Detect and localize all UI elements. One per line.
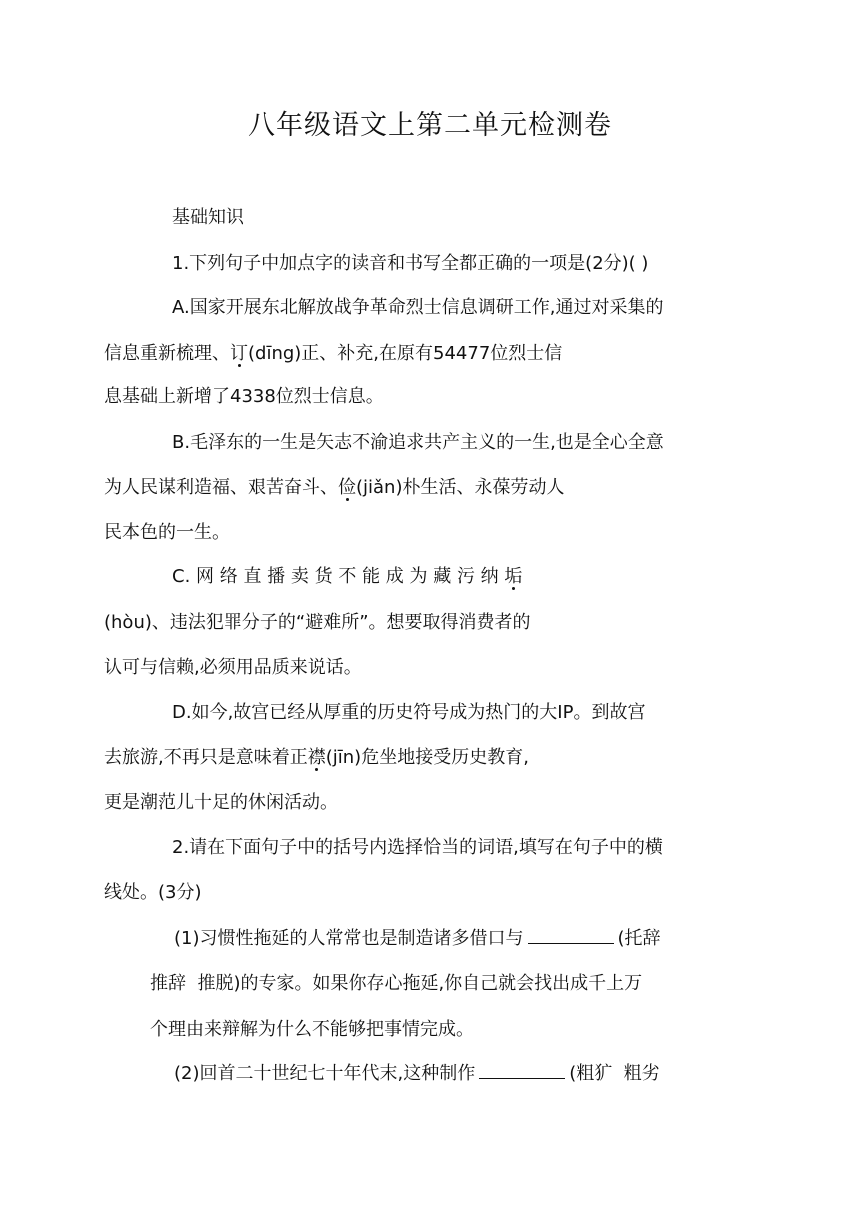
option-c-line-2: (hòu)、违法犯罪分子的“避难所”。想要取得消费者的 — [104, 612, 531, 633]
sentence-2-blank[interactable] — [479, 1060, 565, 1079]
question-1-prompt: 1.下列句子中加点字的读音和书写全都正确的一项是(2分)( ) — [172, 253, 649, 274]
sentence-2-line-1 — [174, 1059, 734, 1089]
question-2-prompt-line-2: 线处。(3分) — [104, 882, 202, 903]
sentence-1-blank[interactable] — [528, 925, 614, 944]
option-a-line-3: 息基础上新增了4338位烈士信息。 — [104, 386, 384, 407]
option-b-line-1: B.毛泽东的一生是矢志不渝追求共产主义的一生,也是全心全意 — [172, 432, 664, 453]
option-c-line-1 — [172, 562, 732, 592]
option-b-line-3: 民本色的一生。 — [104, 522, 230, 543]
option-a-dotted-char: 订 — [230, 343, 248, 364]
option-a-line-1: A.国家开展东北解放战争革命烈士信息调研工作,通过对采集的 — [172, 297, 664, 318]
option-a-line-2 — [104, 339, 744, 369]
option-a-text-post: (dīng)正、补充,在原有54477位烈士信 — [248, 343, 563, 364]
option-d-text-pre: 去旅游,不再只是意味着正 — [104, 747, 308, 768]
option-b-text-post: (jiǎn)朴生活、永葆劳动人 — [356, 477, 565, 498]
sentence-2-text-post: (粗犷 粗劣 — [569, 1063, 660, 1084]
option-b-dotted-char: 俭 — [338, 477, 356, 498]
option-d-line-2 — [104, 743, 744, 773]
option-c-text-pre: C. 网 络 直 播 卖 货 不 能 成 为 藏 污 纳 — [172, 566, 505, 587]
section-heading: 基础知识 — [172, 207, 244, 228]
option-b-line-2 — [104, 473, 744, 503]
sentence-1-text-pre: (1)习惯性拖延的人常常也是制造诸多借口与 — [174, 928, 524, 949]
sentence-1-line-3: 个理由来辩解为什么不能够把事情完成。 — [150, 1019, 474, 1040]
sentence-2-text-pre: (2)回首二十世纪七十年代末,这种制作 — [174, 1063, 476, 1084]
option-b-text-pre: 为人民谋利造福、艰苦奋斗、 — [104, 477, 338, 498]
option-d-line-3: 更是潮范儿十足的休闲活动。 — [104, 792, 338, 813]
sentence-1-line-2: 推辞 推脱)的专家。如果你存心拖延,你自己就会找出成千上万 — [150, 973, 643, 994]
option-d-text-post: (jīn)危坐地接受历史教育, — [325, 747, 529, 768]
option-d-line-1: D.如今,故宫已经从厚重的历史符号成为热门的大IP。到故宫 — [172, 702, 646, 723]
sentence-1-line-1 — [174, 924, 734, 954]
question-2-prompt-line-1: 2.请在下面句子中的括号内选择恰当的词语,填写在句子中的横 — [172, 837, 663, 858]
option-a-text-pre: 信息重新梳理、 — [104, 343, 230, 364]
document-title: 八年级语文上第二单元检测卷 — [248, 110, 612, 141]
sentence-1-text-post: (托辞 — [617, 928, 661, 949]
option-d-dotted-char: 襟 — [307, 747, 326, 768]
option-c-line-3: 认可与信赖,必须用品质来说话。 — [104, 657, 362, 678]
option-c-dotted-char: 垢 — [504, 566, 523, 587]
